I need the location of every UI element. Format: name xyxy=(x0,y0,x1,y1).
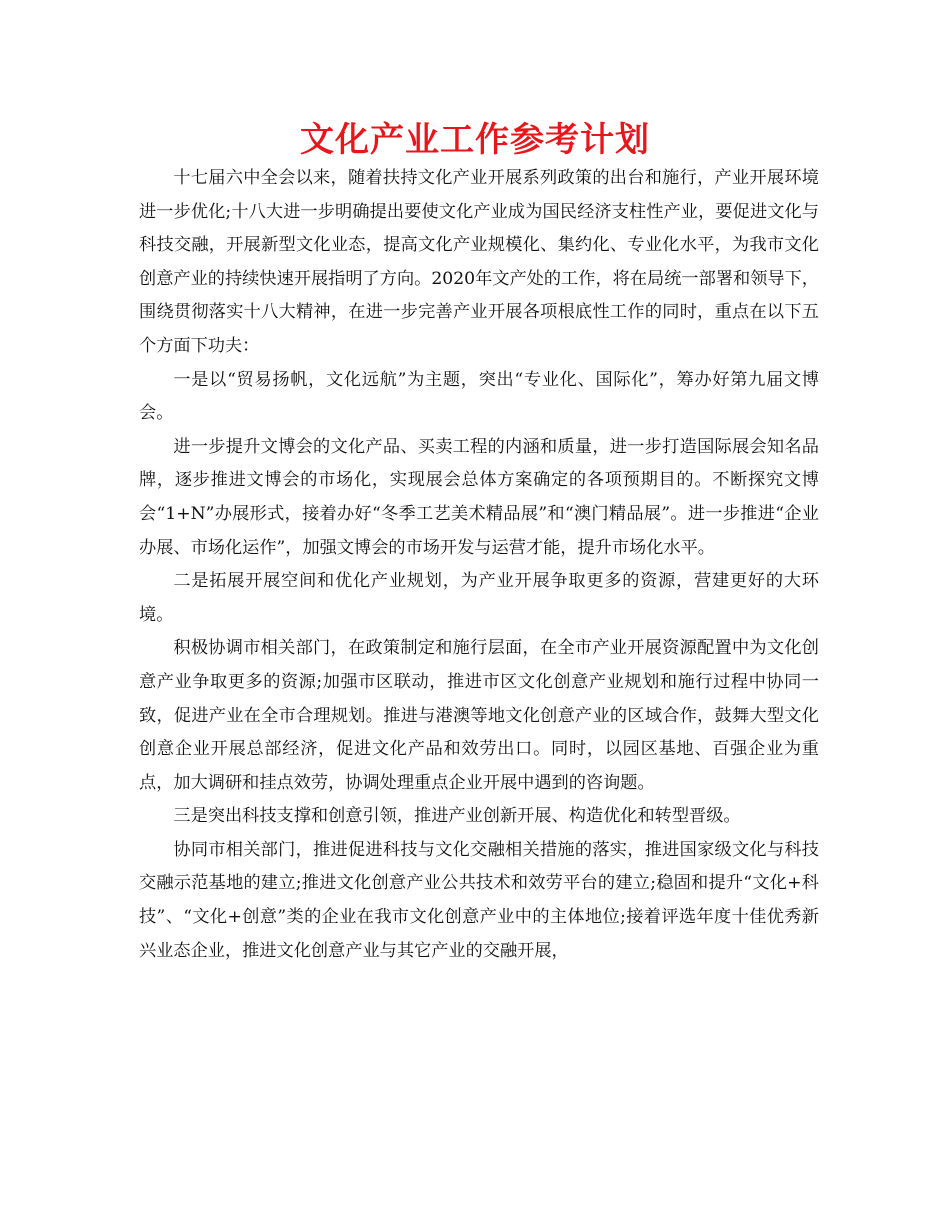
paragraph-point-two-detail: 积极协调市相关部门，在政策制定和施行层面，在全市产业开展资源配置中为文化创意产业争取更多的资源;加强市区联动，推进市区文化创意产业规划和施行过程中协同一致，促进产业在全市合理规划。推进与港澳等地文化创意产业的区域合作，鼓舞大型文化创意企业开展总部经济，促进文化产品和效劳出口。同时，以园区基地、百强企业为重点，加大调研和挂点效劳，协调处理重点企业开展中遇到的咨询题。 xyxy=(139,638,819,793)
paragraph-point-three: 三是突出科技支撑和创意引领，推进产业创新开展、构造优化和转型晋级。 xyxy=(173,806,741,827)
document-title: 文化产业工作参考计划 xyxy=(300,120,650,160)
document-body xyxy=(139,162,819,968)
paragraph-point-one: 一是以“贸易扬帆，文化远航”为主题，突出“专业化、国际化”，筹办好第九届文博会。 xyxy=(139,369,819,424)
paragraph-point-three-detail: 协同市相关部门，推进促进科技与文化交融相关措施的落实，推进国家级文化与科技交融示范基地的建立;推进文化创意产业公共技术和效劳平台的建立;稳固和提升“文化+科技”、“文化+创意”类的企业在我市文化创意产业中的主体地位;接着评选年度十佳优秀新兴业态企业，推进文化创意产业与其它产业的交融开展， xyxy=(139,839,819,961)
paragraph-point-two: 二是拓展开展空间和优化产业规划，为产业开展争取更多的资源，营建更好的大环境。 xyxy=(139,571,819,625)
paragraph-point-one-detail: 进一步提升文博会的文化产品、买卖工程的内涵和质量，进一步打造国际展会知名品牌，逐步推进文博会的市场化，实现展会总体方案确定的各项预期目的。不断探究文博会“1+N”办展形式，接着办好“冬季工艺美术精品展”和“澳门精品展”。进一步推进“企业办展、市场化运作”，加强文博会的市场开发与运营才能，提升市场化水平。 xyxy=(139,436,819,558)
paragraph-intro: 十七届六中全会以来，随着扶持文化产业开展系列政策的出台和施行，产业开展环境进一步优化;十八大进一步明确提出要使文化产业成为国民经济支柱性产业，要促进文化与科技交融，开展新型文化业态，提高文化产业规模化、集约化、专业化水平，为我市文化创意产业的持续快速开展指明了方向。2020年文产处的工作，将在局统一部署和领导下，围绕贯彻落实十八大精神，在进一步完善产业开展各项根底性工作的同时，重点在以下五个方面下功夫： xyxy=(139,168,819,356)
